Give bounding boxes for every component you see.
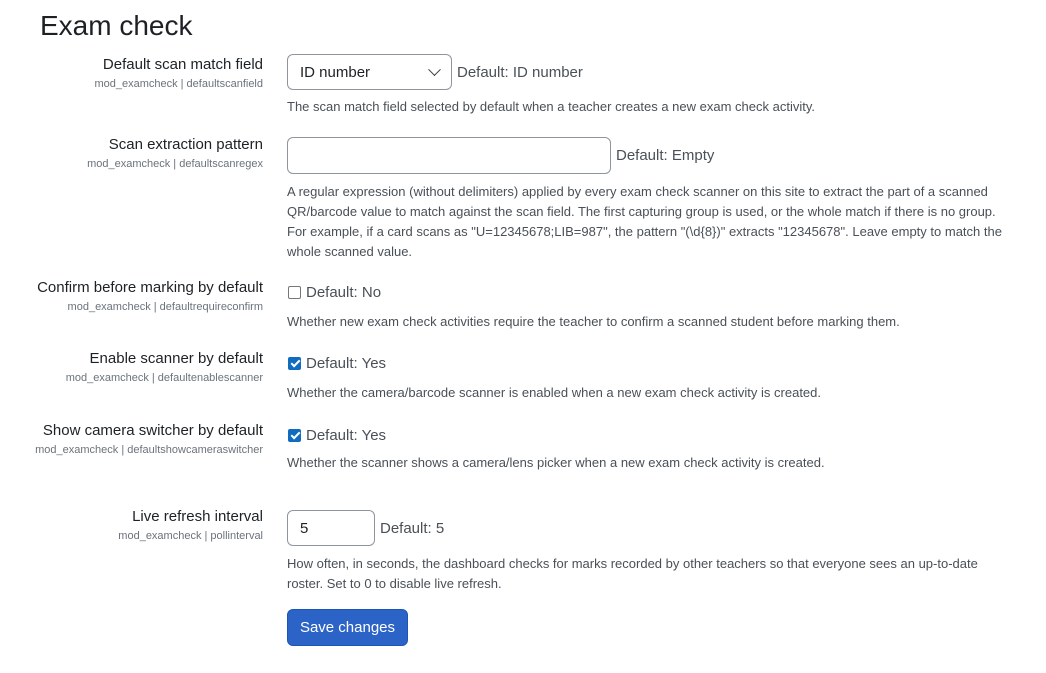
default-label: Default: Empty: [616, 147, 715, 164]
setting-key: mod_examcheck | pollinterval: [118, 530, 263, 542]
setting-title: Live refresh interval: [132, 508, 263, 525]
setting-description: How often, in seconds, the dashboard checks for marks recorded by other teachers so that everyone sees an up-to-date roster. Set to 0 to disable live refresh.: [287, 556, 978, 591]
camera-switcher-checkbox[interactable]: [288, 429, 301, 442]
setting-description: Whether new exam check activities require the teacher to confirm a scanned student before marking them.: [287, 314, 900, 329]
default-label: Default: Yes: [306, 426, 387, 444]
setting-key: mod_examcheck | defaultscanfield: [94, 78, 263, 90]
enable-scanner-checkbox[interactable]: [288, 357, 301, 370]
default-label: Default: Yes: [306, 354, 387, 372]
scan-field-select[interactable]: [287, 54, 452, 90]
setting-key: mod_examcheck | defaultshowcameraswitcher: [35, 444, 263, 456]
setting-key: mod_examcheck | defaultscanregex: [87, 158, 263, 170]
setting-title: Show camera switcher by default: [42, 422, 263, 439]
require-confirm-checkbox[interactable]: [288, 286, 301, 299]
default-label: Default: ID number: [457, 63, 583, 81]
setting-key: mod_examcheck | defaultrequireconfirm: [67, 301, 263, 313]
setting-key: mod_examcheck | defaultenablescanner: [65, 372, 263, 384]
setting-description: Whether the scanner shows a camera/lens picker when a new exam check activity is created.: [287, 455, 825, 470]
setting-description: Whether the camera/barcode scanner is enabled when a new exam check activity is created.: [287, 385, 821, 400]
setting-label: [0, 420, 263, 459]
default-label: Default: No: [306, 283, 382, 301]
scan-regex-input[interactable]: [287, 137, 611, 174]
poll-interval-input[interactable]: [287, 510, 375, 546]
setting-label: [0, 54, 263, 93]
setting-description: A regular expression (without delimiters) applied by every exam check scanner on this site to extract the part of a scanned QR/barcode value to match against the scan field. The first capturing group is used, or the whole match if there is no group. For example, if a card scans as "U=12345678;LIB=987", the pattern "(\d{8})" extracts "12345678". Leave empty to match the whole scanned value.: [287, 184, 1002, 259]
setting-title: Scan extraction pattern: [108, 136, 263, 153]
chevron-down-icon: [428, 63, 441, 76]
setting-label: [0, 348, 263, 387]
setting-title: Confirm before marking by default: [37, 279, 263, 296]
setting-label: [0, 277, 263, 316]
setting-description: The scan match field selected by default when a teacher creates a new exam check activity.: [287, 99, 815, 114]
save-changes-button[interactable]: Save changes: [287, 609, 408, 646]
default-label: Default: 5: [380, 519, 445, 537]
setting-label: [0, 506, 263, 545]
setting-label: [0, 134, 263, 173]
page-title: Exam check: [40, 10, 193, 41]
setting-title: Default scan match field: [102, 56, 263, 73]
select-value: ID number: [300, 63, 371, 81]
setting-title: Enable scanner by default: [89, 350, 263, 367]
